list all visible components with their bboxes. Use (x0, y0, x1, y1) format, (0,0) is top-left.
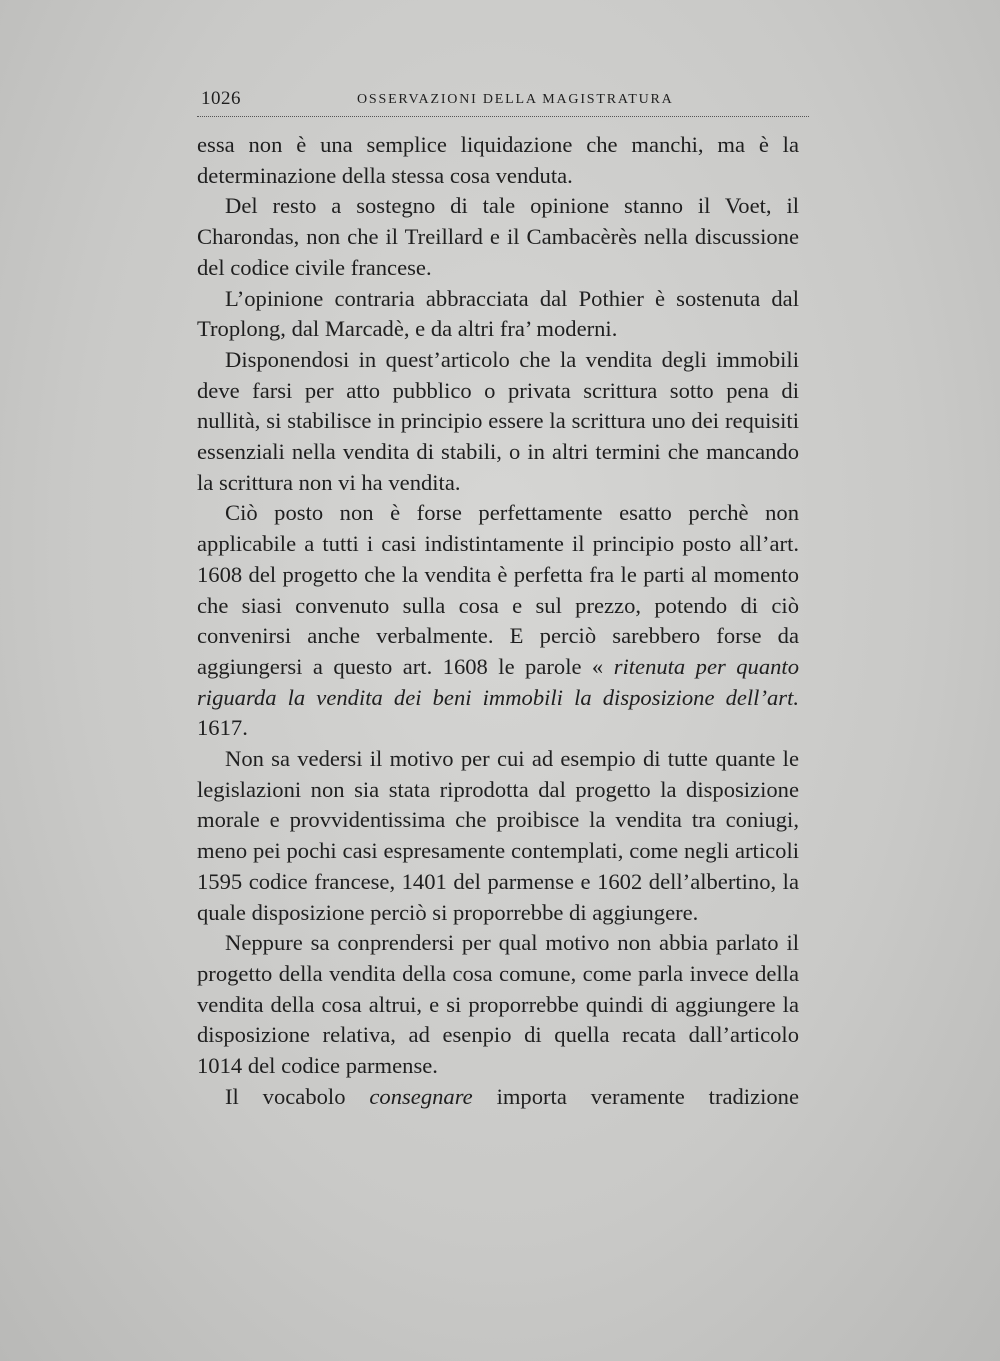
italic-text-segment: consegnare (369, 1083, 473, 1109)
italic-text-segment: ritenuta per quanto riguarda la vendita dei beni immobili la disposizione dell’art. (197, 653, 799, 710)
text-segment: Disponendosi in quest’articolo che la vendita degli immobili deve farsi per atto pubblico o privata scrittura sotto pena di nullità, si stabilisce in principio essere la scrittura uno dei requisiti essenziali nella vendita di stabili, o in altri termini che mancando la scrittura non vi ha vendita. (197, 346, 799, 495)
paragraph (197, 744, 799, 928)
text-segment: importa veramente tradizione (472, 1083, 800, 1109)
text-segment: Ciò posto non è forse perfettamente esatto perchè non applicabile a tutti i casi indistintamente il principio posto all’art. 1608 del progetto che la vendita è perfetta fra le parti al momento che siasi convenuto sulla cosa e sul prezzo, potendo di ciò convenirsi anche verbalmente. E perciò sarebbero forse da aggiungersi a questo art. 1608 le parole « (197, 500, 799, 679)
running-title: OSSERVAZIONI DELLA MAGISTRATURA (357, 92, 674, 107)
paragraph (197, 130, 799, 191)
page-header (197, 86, 809, 117)
book-page (197, 86, 809, 1266)
text-segment: 1617. (197, 715, 248, 741)
text-segment: essa non è una semplice liquidazione che manchi, ma è la determinazione della stessa cosa venduta. (197, 132, 799, 188)
paragraph (197, 498, 799, 744)
paragraph (197, 1082, 799, 1113)
paragraph (197, 345, 799, 499)
text-segment: Del resto a sostegno di tale opinione stanno il Voet, il Charondas, non che il Treillard e il Cambacèrès nella discussione del codice civile francese. (197, 193, 799, 280)
body-text (197, 130, 799, 1113)
text-segment: L’opinione contraria abbracciata dal Pothier è sostenuta dal Troplong, dal Marcadè, e da altri fra’ moderni. (197, 285, 799, 342)
paragraph (197, 284, 799, 345)
paragraph (197, 928, 799, 1082)
text-segment: Neppure sa conprendersi per qual motivo non abbia parlato il progetto della vendita della cosa comune, come parla invece della vendita della cosa altrui, e si proporrebbe quindi di aggiungere la disposizione relativa, ad esenpio di quella recata dall’articolo 1014 del codice parmense. (197, 930, 799, 1079)
text-segment: Non sa vedersi il motivo per cui ad esempio di tutte quante le legislazioni non sia stata riprodotta dal progetto la disposizione morale e provvidentissima che proibisce la vendita tra coniugi, meno pei pochi casi espresamente contemplati, come negli articoli 1595 codice francese, 1401 del parmense e 1602 dell’albertino, la quale disposizione perciò si proporrebbe di aggiungere. (197, 746, 799, 925)
text-segment: Il vocabolo (225, 1083, 370, 1109)
paragraph (197, 191, 799, 283)
page-number: 1026 (201, 88, 241, 109)
